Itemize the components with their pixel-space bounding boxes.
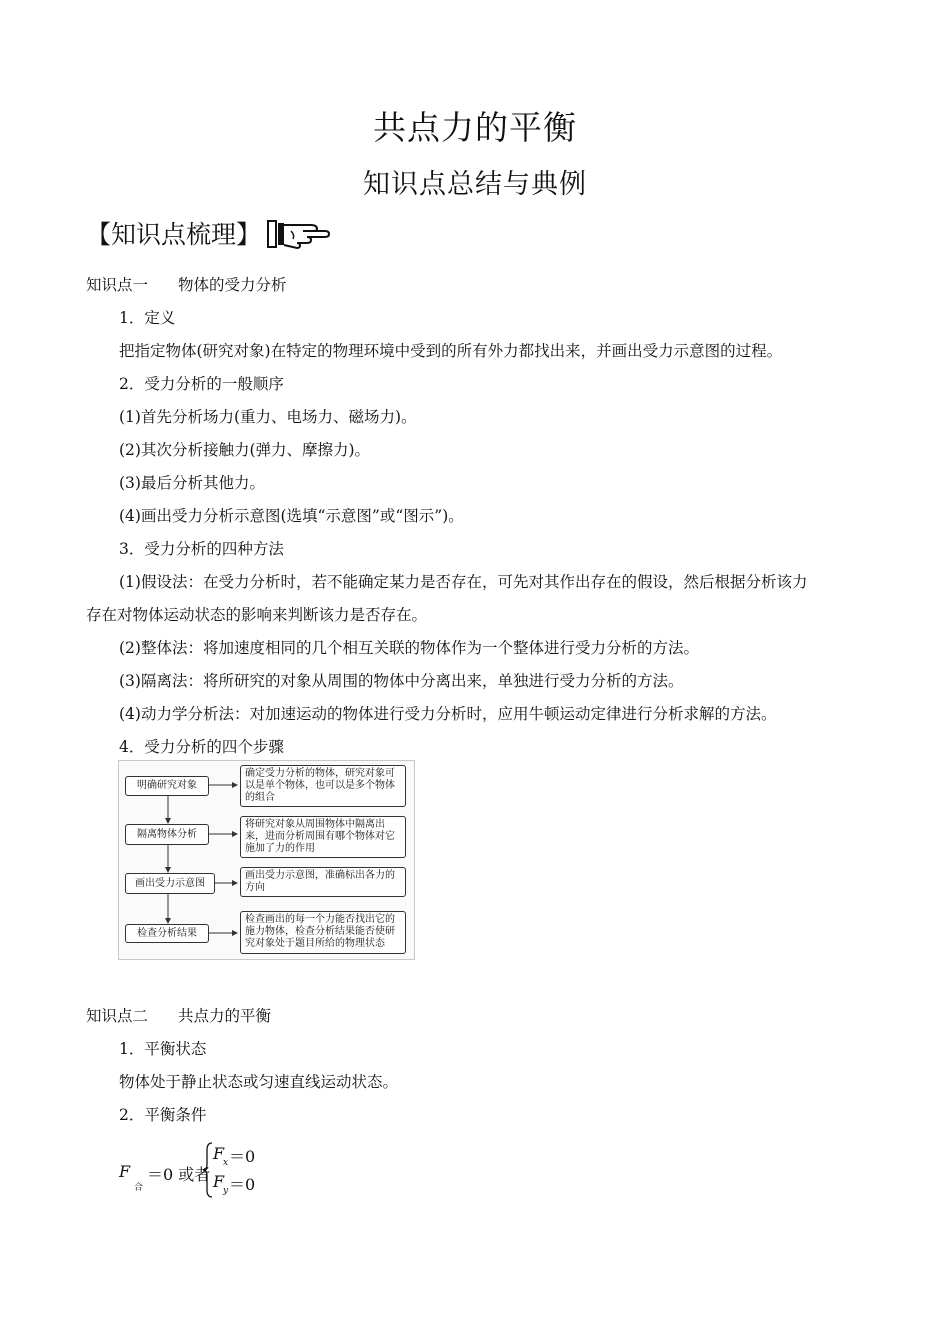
kp2-name: 共点力的平衡 — [178, 1007, 272, 1025]
kp1-item: 2．受力分析的一般顺序 — [119, 375, 284, 393]
page-title: 共点力的平衡 — [373, 108, 577, 147]
kp2-item: 物体处于静止状态或匀速直线运动状态。 — [119, 1073, 399, 1091]
formula-f: F — [119, 1162, 131, 1181]
kp1-item: (2)其次分析接触力(弹力、摩擦力)。 — [119, 441, 371, 459]
formula-fy: F — [213, 1172, 225, 1191]
kp2-item: 2．平衡条件 — [119, 1106, 207, 1124]
kp1-label: 知识点一 — [86, 276, 149, 294]
kp1-item: (4)动力学分析法：对加速运动的物体进行受力分析时，应用牛顿运动定律进行分析求解的方法。 — [119, 705, 777, 723]
flow-step-desc: 画出受力示意图，准确标出各力的方向 — [240, 867, 406, 897]
kp1-heading — [86, 273, 287, 295]
formula-fy-sub: y — [223, 1186, 229, 1196]
formula-fx-eq: ＝0 — [229, 1147, 256, 1166]
equilibrium-formula — [119, 1140, 279, 1200]
kp1-item: 3．受力分析的四种方法 — [119, 540, 284, 558]
kp1-item: (1)假设法：在受力分析时，若不能确定某力是否存在，可先对其作出存在的假设，然后根据分析该力 — [119, 573, 808, 591]
flow-step-label: 检查分析结果 — [125, 924, 209, 943]
kp2-item: 1．平衡状态 — [119, 1040, 207, 1058]
kp1-item: 4．受力分析的四个步骤 — [119, 738, 284, 756]
formula-fy-eq: ＝0 — [229, 1175, 256, 1194]
section-heading-text: 【知识点梳理】 — [86, 220, 262, 249]
formula-subscript-he: 合 — [134, 1183, 144, 1193]
flow-step-label: 隔离物体分析 — [125, 824, 209, 845]
kp2-heading — [86, 1004, 271, 1026]
formula-eq0: ＝0 或者 — [147, 1165, 211, 1184]
kp2-label: 知识点二 — [86, 1007, 149, 1025]
kp1-item: (1)首先分析场力(重力、电场力、磁场力)。 — [119, 408, 417, 426]
formula-fx-sub: x — [223, 1158, 229, 1168]
flow-step-label: 明确研究对象 — [125, 776, 209, 796]
kp1-item: 1．定义 — [119, 309, 176, 327]
kp1-name: 物体的受力分析 — [178, 276, 287, 294]
kp1-item: (3)隔离法：将所研究的对象从周围的物体中分离出来，单独进行受力分析的方法。 — [119, 672, 684, 690]
kp1-item: (4)画出受力分析示意图(选填“示意图”或“图示”)。 — [119, 507, 464, 525]
kp1-item: (2)整体法：将加速度相同的几个相互关联的物体作为一个整体进行受力分析的方法。 — [119, 639, 699, 657]
formula-fx: F — [213, 1144, 225, 1163]
kp1-item: 存在对物体运动状态的影响来判断该力是否存在。 — [86, 606, 428, 624]
kp1-item: 把指定物体(研究对象)在特定的物理环境中受到的所有外力都找出来，并画出受力示意图的过程。 — [119, 342, 783, 360]
kp1-item: (3)最后分析其他力。 — [119, 474, 265, 492]
force-analysis-flowchart — [118, 760, 415, 960]
brace-icon — [203, 1142, 213, 1198]
flow-step-desc: 将研究对象从周围物体中隔离出来，进而分析周围有哪个物体对它施加了力的作用 — [240, 816, 406, 858]
flow-step-desc: 确定受力分析的物体，研究对象可以是单个物体，也可以是多个物体的组合 — [240, 765, 406, 807]
pointing-hand-icon — [267, 215, 331, 251]
flow-step-desc: 检查画出的每一个力能否找出它的施力物体，检查分析结果能否使研究对象处于题目所给的物理状态 — [240, 911, 406, 954]
page-subtitle: 知识点总结与典例 — [363, 169, 587, 200]
section-heading — [86, 215, 331, 251]
flow-step-label: 画出受力示意图 — [125, 873, 215, 894]
